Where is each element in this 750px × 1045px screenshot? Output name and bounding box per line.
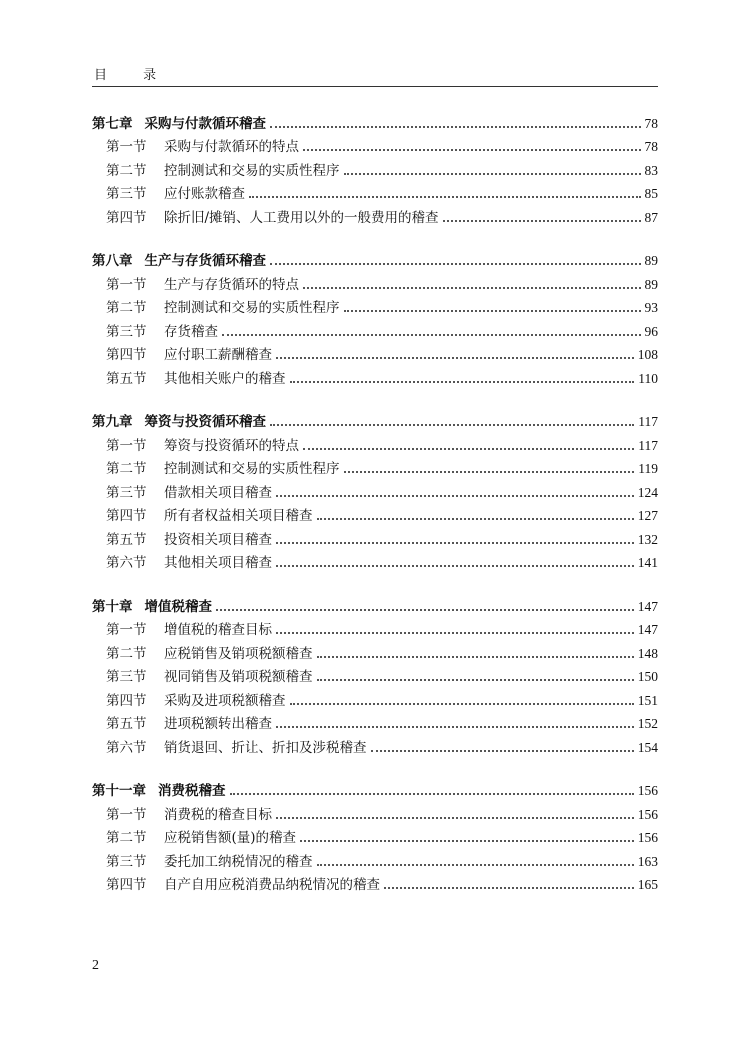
entry-page: 156 bbox=[637, 830, 658, 845]
dot-leader bbox=[371, 749, 634, 752]
dot-leader bbox=[300, 839, 634, 842]
entry-number: 第四节 bbox=[106, 209, 147, 226]
entry-page: 117 bbox=[638, 414, 658, 429]
entry-title: 控制测试和交易的实质性程序 bbox=[164, 300, 340, 316]
entry-number: 第四节 bbox=[106, 877, 147, 893]
entry-page: 110 bbox=[638, 370, 658, 386]
entry-title: 应付账款稽查 bbox=[164, 186, 245, 202]
entry-page: 147 bbox=[637, 622, 658, 637]
dot-leader bbox=[344, 470, 635, 473]
entry-title: 委托加工纳税情况的稽查 bbox=[164, 853, 313, 870]
entry-page: 89 bbox=[644, 253, 658, 268]
toc-chapter-entry[interactable] bbox=[92, 407, 658, 431]
entry-page: 148 bbox=[637, 645, 658, 661]
toc-section-entry[interactable] bbox=[92, 430, 658, 454]
entry-title: 投资相关项目稽查 bbox=[164, 531, 272, 548]
toc-section-entry[interactable] bbox=[92, 269, 658, 293]
entry-title: 生产与存货循环的特点 bbox=[164, 276, 299, 293]
toc-section-entry[interactable] bbox=[92, 662, 658, 686]
entry-page: 163 bbox=[637, 853, 658, 869]
entry-number: 第八章 bbox=[92, 253, 133, 269]
toc-section-entry[interactable] bbox=[92, 846, 658, 870]
dot-leader bbox=[222, 333, 641, 336]
entry-number: 第一节 bbox=[106, 276, 147, 293]
entry-page: 127 bbox=[637, 508, 658, 523]
entry-title: 其他相关账户的稽查 bbox=[164, 370, 286, 387]
toc-chapter bbox=[92, 246, 658, 387]
entry-page: 108 bbox=[637, 347, 658, 362]
entry-page: 165 bbox=[637, 877, 658, 892]
dot-leader bbox=[216, 608, 634, 611]
toc-chapter-entry[interactable] bbox=[92, 776, 658, 800]
entry-number: 第二节 bbox=[106, 645, 147, 662]
entry-title: 生产与存货循环稽查 bbox=[144, 253, 266, 269]
entry-number: 第六节 bbox=[106, 739, 147, 756]
entry-page: 152 bbox=[637, 716, 658, 731]
entry-page: 119 bbox=[638, 461, 658, 476]
entry-page: 147 bbox=[637, 598, 658, 614]
entry-title: 其他相关项目稽查 bbox=[164, 555, 272, 571]
page-number: 2 bbox=[92, 958, 99, 973]
toc-section-entry[interactable] bbox=[92, 179, 658, 203]
entry-page: 156 bbox=[637, 806, 658, 822]
dot-leader bbox=[303, 148, 641, 151]
entry-title: 自产自用应税消费品纳税情况的稽查 bbox=[164, 877, 380, 893]
entry-page: 150 bbox=[637, 669, 658, 684]
entry-title: 应税销售额(量)的稽查 bbox=[164, 830, 297, 846]
header-title: 目 录 bbox=[94, 68, 173, 83]
entry-page: 78 bbox=[644, 139, 658, 154]
entry-title: 应税销售及销项税额稽查 bbox=[164, 645, 313, 662]
toc-section-entry[interactable] bbox=[92, 293, 658, 317]
toc-chapter-entry[interactable] bbox=[92, 246, 658, 270]
entry-title: 消费税的稽查目标 bbox=[164, 806, 272, 823]
dot-leader bbox=[344, 309, 641, 312]
dot-leader bbox=[249, 195, 641, 198]
entry-number: 第三节 bbox=[106, 669, 147, 685]
dot-leader bbox=[384, 886, 634, 889]
toc-chapter bbox=[92, 108, 658, 226]
toc-section-entry[interactable] bbox=[92, 732, 658, 756]
dot-leader bbox=[270, 262, 641, 265]
table-of-contents bbox=[92, 108, 658, 913]
dot-leader bbox=[290, 702, 634, 705]
toc-section-entry[interactable] bbox=[92, 477, 658, 501]
entry-number: 第三节 bbox=[106, 484, 147, 501]
entry-title: 采购及进项税额稽查 bbox=[164, 692, 286, 709]
entry-title: 进项税额转出稽查 bbox=[164, 716, 272, 732]
dot-leader bbox=[276, 564, 634, 567]
entry-page: 87 bbox=[644, 209, 658, 225]
entry-title: 采购与付款循环稽查 bbox=[144, 115, 266, 132]
toc-chapter bbox=[92, 407, 658, 572]
toc-section-entry[interactable] bbox=[92, 132, 658, 156]
dot-leader bbox=[276, 356, 634, 359]
entry-title: 控制测试和交易的实质性程序 bbox=[164, 461, 340, 477]
toc-section-entry[interactable] bbox=[92, 524, 658, 548]
entry-title: 控制测试和交易的实质性程序 bbox=[164, 162, 340, 179]
dot-leader bbox=[317, 863, 634, 866]
dot-leader bbox=[276, 725, 634, 728]
entry-title: 消费税稽查 bbox=[158, 783, 226, 799]
toc-section-entry[interactable] bbox=[92, 316, 658, 340]
toc-section-entry[interactable] bbox=[92, 155, 658, 179]
entry-title: 应付职工薪酬稽查 bbox=[164, 347, 272, 363]
dot-leader bbox=[443, 219, 641, 222]
toc-section-entry[interactable] bbox=[92, 638, 658, 662]
toc-section-entry[interactable] bbox=[92, 363, 658, 387]
entry-number: 第六节 bbox=[106, 555, 147, 571]
dot-leader bbox=[303, 447, 634, 450]
toc-section-entry[interactable] bbox=[92, 340, 658, 364]
entry-number: 第四节 bbox=[106, 508, 147, 524]
entry-page: 154 bbox=[637, 739, 658, 755]
dot-leader bbox=[230, 792, 634, 795]
entry-number: 第三节 bbox=[106, 853, 147, 870]
dot-leader bbox=[344, 172, 641, 175]
entry-title: 销货退回、折让、折扣及涉税稽查 bbox=[164, 739, 367, 756]
toc-section-entry[interactable] bbox=[92, 870, 658, 894]
entry-number: 第五节 bbox=[106, 370, 147, 387]
entry-page: 85 bbox=[644, 186, 658, 201]
entry-title: 借款相关项目稽查 bbox=[164, 484, 272, 501]
toc-chapter bbox=[92, 591, 658, 756]
entry-page: 89 bbox=[644, 276, 658, 292]
dot-leader bbox=[276, 541, 634, 544]
entry-title: 增值税稽查 bbox=[144, 598, 212, 615]
entry-number: 第一节 bbox=[106, 622, 147, 638]
toc-section-entry[interactable] bbox=[92, 823, 658, 847]
dot-leader bbox=[290, 380, 635, 383]
entry-page: 141 bbox=[637, 555, 658, 570]
entry-page: 83 bbox=[644, 162, 658, 178]
entry-title: 存货稽查 bbox=[164, 323, 218, 340]
entry-number: 第四节 bbox=[106, 692, 147, 709]
toc-section-entry[interactable] bbox=[92, 548, 658, 572]
entry-page: 96 bbox=[644, 323, 658, 339]
entry-title: 所有者权益相关项目稽查 bbox=[164, 508, 313, 524]
entry-title: 筹资与投资循环稽查 bbox=[144, 414, 266, 430]
entry-number: 第五节 bbox=[106, 531, 147, 548]
entry-page: 151 bbox=[637, 692, 658, 708]
dot-leader bbox=[317, 678, 634, 681]
toc-section-entry[interactable] bbox=[92, 501, 658, 525]
dot-leader bbox=[303, 286, 641, 289]
dot-leader bbox=[276, 816, 634, 819]
entry-page: 124 bbox=[637, 484, 658, 500]
entry-number: 第三节 bbox=[106, 323, 147, 340]
toc-chapter-entry[interactable] bbox=[92, 108, 658, 132]
entry-number: 第一节 bbox=[106, 806, 147, 823]
entry-number: 第一节 bbox=[106, 139, 147, 155]
entry-title: 除折旧/摊销、人工费用以外的一般费用的稽查 bbox=[164, 209, 439, 226]
entry-title: 视同销售及销项税额稽查 bbox=[164, 669, 313, 685]
dot-leader bbox=[317, 517, 634, 520]
entry-number: 第二节 bbox=[106, 461, 147, 477]
entry-number: 第三节 bbox=[106, 186, 147, 202]
entry-number: 第十章 bbox=[92, 598, 133, 615]
entry-number: 第九章 bbox=[92, 414, 133, 430]
toc-chapter-entry[interactable] bbox=[92, 591, 658, 615]
dot-leader bbox=[270, 125, 641, 128]
toc-section-entry[interactable] bbox=[92, 799, 658, 823]
dot-leader bbox=[317, 655, 634, 658]
toc-section-entry[interactable] bbox=[92, 454, 658, 478]
running-header bbox=[92, 64, 658, 87]
dot-leader bbox=[276, 631, 634, 634]
entry-number: 第七章 bbox=[92, 115, 133, 132]
entry-page: 93 bbox=[644, 300, 658, 315]
entry-title: 筹资与投资循环的特点 bbox=[164, 437, 299, 454]
toc-section-entry[interactable] bbox=[92, 685, 658, 709]
toc-section-entry[interactable] bbox=[92, 615, 658, 639]
entry-page: 78 bbox=[644, 115, 658, 131]
entry-number: 第一节 bbox=[106, 437, 147, 454]
entry-page: 117 bbox=[638, 437, 658, 453]
toc-section-entry[interactable] bbox=[92, 202, 658, 226]
toc-chapter bbox=[92, 776, 658, 894]
dot-leader bbox=[270, 423, 634, 426]
entry-page: 132 bbox=[637, 531, 658, 547]
entry-title: 采购与付款循环的特点 bbox=[164, 139, 299, 155]
entry-page: 156 bbox=[637, 783, 658, 798]
entry-number: 第二节 bbox=[106, 300, 147, 316]
entry-number: 第五节 bbox=[106, 716, 147, 732]
entry-number: 第二节 bbox=[106, 162, 147, 179]
entry-number: 第十一章 bbox=[92, 783, 146, 799]
dot-leader bbox=[276, 494, 634, 497]
entry-title: 增值税的稽查目标 bbox=[164, 622, 272, 638]
entry-number: 第二节 bbox=[106, 830, 147, 846]
toc-section-entry[interactable] bbox=[92, 709, 658, 733]
entry-number: 第四节 bbox=[106, 347, 147, 363]
